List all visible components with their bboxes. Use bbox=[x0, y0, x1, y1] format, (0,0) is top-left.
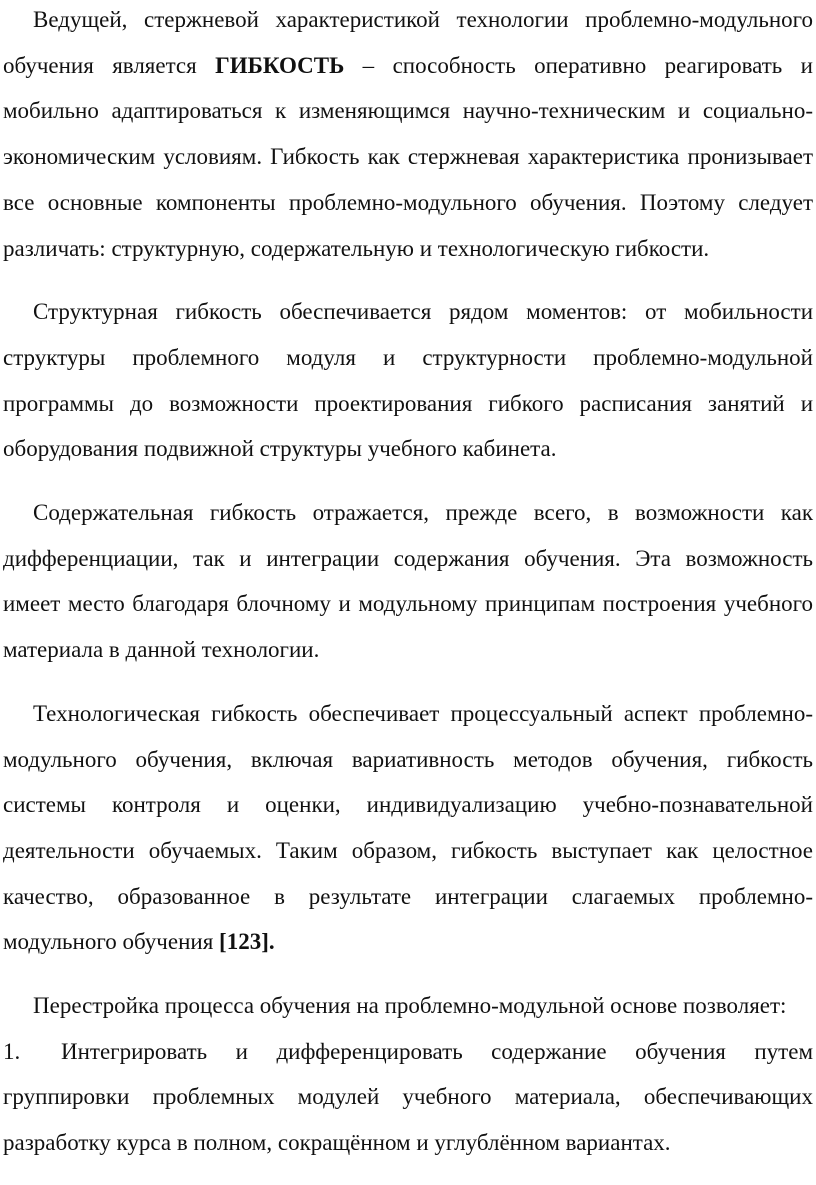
paragraph-text: – способность оперативно реагировать и мобильно адаптироваться к изменяющимся научно-техническим и социально-экономическим условиям. Гибкость как стержневая характеристика пронизывает все основные компоненты проблемно-модульного обучения. Поэтому следует различать: структурную, содержательную и технологическую гибкости. bbox=[3, 52, 813, 261]
paragraph-content-flexibility: Содержательная гибкость отражается, прежде всего, в возможности как дифференциации, так и интеграции содержания обучения. Эта возможность имеет место благодаря блочному и модульному принципам построения учебного материала в данной технологии. bbox=[3, 500, 813, 663]
paragraph-text: Ведущей, стержневой характеристикой технологии проблемно-модульного обучения является bbox=[3, 7, 813, 78]
list-item bbox=[3, 1029, 813, 1166]
paragraph-restructuring: Перестройка процесса обучения на проблемно-модульной основе позволяет: bbox=[33, 993, 787, 1019]
paragraph-flexibility-definition bbox=[3, 0, 813, 271]
document-page bbox=[3, 0, 813, 1166]
citation-reference: [123]. bbox=[219, 929, 275, 955]
list-item-text: Интегрировать и дифференцировать содержание обучения путем группировки проблемных модулей учебного материала, обеспечивающих разработку курса в полном, сокращённом и углублённом вариантах. bbox=[3, 1038, 813, 1156]
list-item-number: 1. bbox=[3, 1038, 21, 1064]
paragraph-text: Технологическая гибкость обеспечивает процессуальный аспект проблемно-модульного обучения, включая вариативность методов обучения, гибкость системы контроля и оценки, индивидуализацию учебно-познавательной деятельности обучаемых. Таким образом, гибкость выступает как целостное качество, образованное в результате интеграции слагаемых проблемно-модульного обучения bbox=[3, 700, 813, 955]
paragraph-technological-flexibility bbox=[3, 691, 813, 965]
emphasis-term: ГИБКОСТЬ bbox=[215, 52, 345, 78]
paragraph-structural-flexibility: Структурная гибкость обеспечивается рядом моментов: от мобильности структуры проблемного модуля и структурности проблемно-модульной программы до возможности проектирования гибкого расписания занятий и оборудования подвижной структуры учебного кабинета. bbox=[3, 299, 813, 462]
